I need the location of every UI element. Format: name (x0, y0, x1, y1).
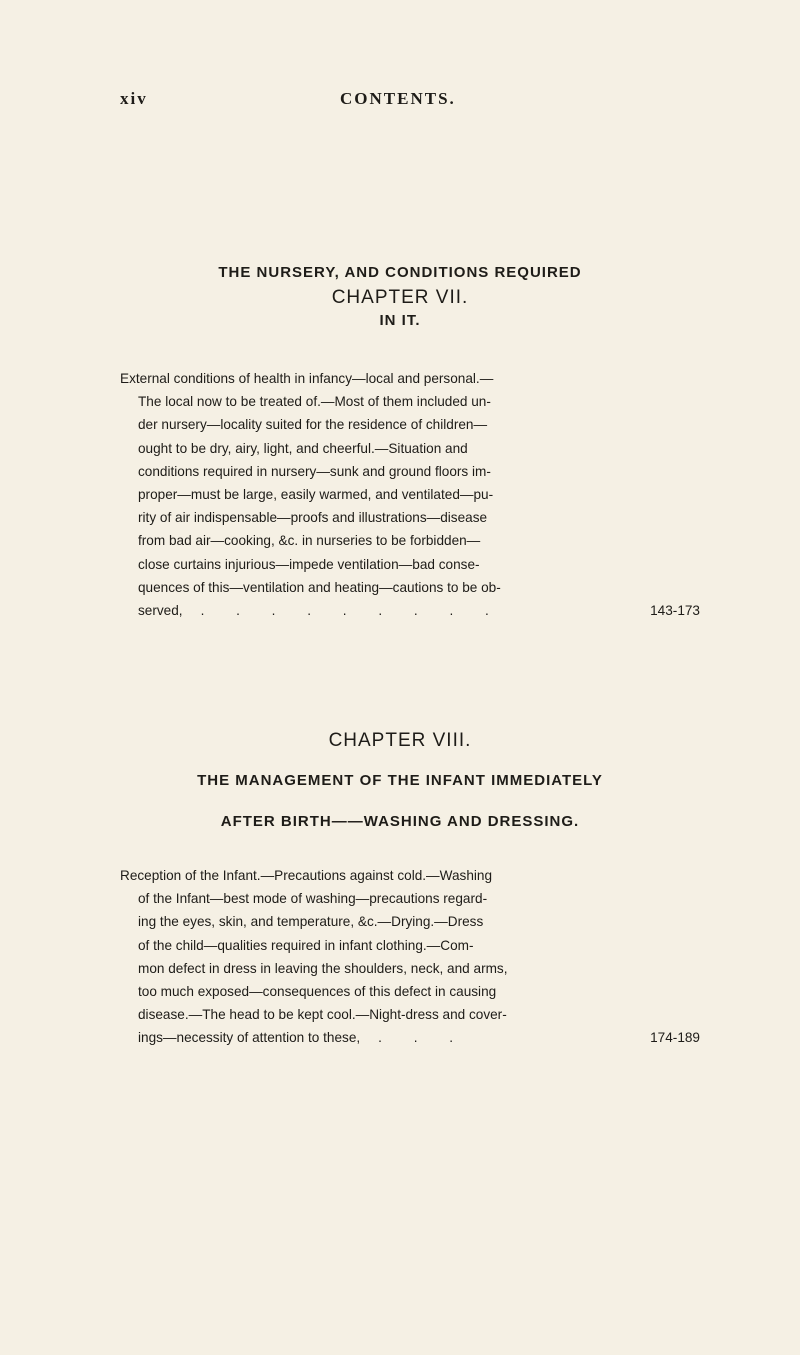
chapter-8-title-line-1: THE MANAGEMENT OF THE INFANT IMMEDIATELY (197, 772, 603, 789)
page-range: 143-173 (650, 602, 700, 618)
summary-line: conditions required in nursery—sunk and ground floors im- (138, 463, 491, 479)
summary-line: served, (138, 602, 183, 618)
summary-line: proper—must be large, easily warmed, and ventilated—pu- (138, 486, 494, 502)
page-range: 174-189 (650, 1030, 700, 1046)
summary-line: The local now to be treated of.—Most of them included un- (138, 394, 491, 410)
chapter-7-heading: CHAPTER VII. (331, 287, 469, 308)
summary-last-line (120, 1026, 700, 1049)
summary-line: of the Infant—best mode of washing—precautions regard- (138, 891, 488, 907)
summary-line: mon defect in dress in leaving the shoulders, neck, and arms, (138, 960, 508, 976)
summary-line: External conditions of health in infancy—local and personal.— (120, 371, 494, 386)
summary-line: of the child—qualities required in infant clothing.—Com- (138, 937, 474, 953)
page-number: xiv (120, 89, 148, 108)
summary-line: quences of this—ventilation and heating—cautions to be ob- (138, 579, 501, 595)
summary-line: ings—necessity of attention to these, (138, 1030, 361, 1046)
chapter-8-heading: CHAPTER VIII. (328, 730, 472, 751)
running-head (120, 89, 680, 113)
summary-line: too much exposed—consequences of this defect in causing (138, 983, 497, 999)
summary-line: disease.—The head to be kept cool.—Night-dress and cover- (138, 1007, 507, 1023)
chapter-7-title-line-2: IN IT. (379, 312, 421, 329)
chapter-7-title-line-1: THE NURSERY, AND CONDITIONS REQUIRED (218, 264, 582, 281)
leader-dots: . . . (378, 1030, 468, 1046)
chapter-8-summary (120, 864, 700, 1050)
summary-line: ought to be dry, airy, light, and cheerful.—Situation and (138, 440, 468, 456)
chapter-8-title-line-2: AFTER BIRTH——WASHING AND DRESSING. (220, 813, 580, 830)
running-head-title: CONTENTS. (340, 89, 456, 108)
summary-line: Reception of the Infant.—Precautions against cold.—Washing (120, 868, 493, 883)
summary-line: rity of air indispensable—proofs and illustrations—disease (138, 510, 488, 526)
summary-line: from bad air—cooking, &c. in nurseries to be forbidden— (138, 533, 481, 549)
summary-line: der nursery—locality suited for the residence of children— (138, 417, 488, 433)
chapter-7-summary (120, 367, 700, 622)
summary-line: ing the eyes, skin, and temperature, &c.—Drying.—Dress (138, 914, 484, 930)
leader-dots: . . . . . . . . . (200, 602, 503, 618)
summary-line: close curtains injurious—impede ventilation—bad conse- (138, 556, 480, 572)
summary-last-line (120, 599, 700, 622)
